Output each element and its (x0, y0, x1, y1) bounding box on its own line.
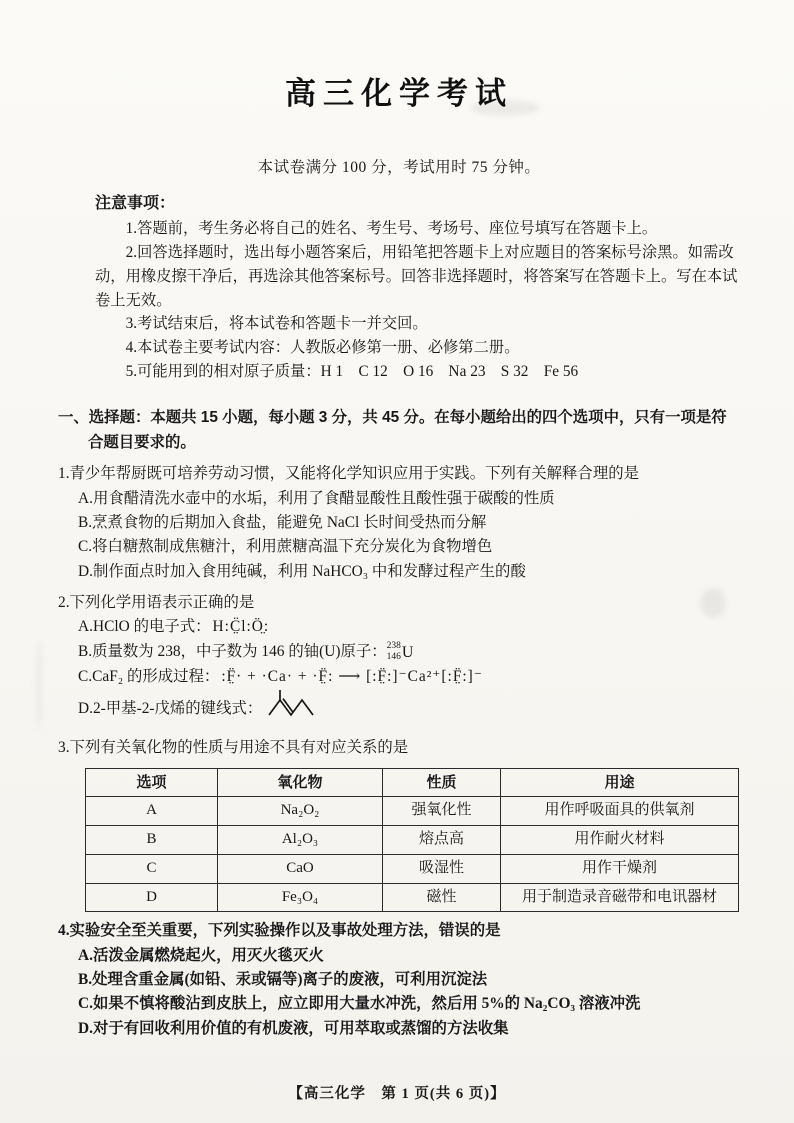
table-row (86, 883, 739, 912)
table-row (86, 797, 739, 826)
page-content (58, 0, 740, 1041)
question-1 (58, 462, 740, 584)
question-3 (58, 736, 740, 912)
col-header: 氧化物 (218, 768, 383, 797)
notice-section (95, 192, 740, 384)
question-2 (58, 591, 740, 730)
question-2-option-a (78, 615, 740, 639)
table-row (86, 826, 739, 855)
nuclide-numbers (387, 641, 401, 663)
question-2-option-c (78, 665, 740, 689)
mass-number: 238 (386, 641, 401, 652)
question-2-stem: 2.下列化学用语表示正确的是 (58, 593, 255, 611)
option-b-label: B.质量数为 238，中子数为 146 的铀(U)原子： (78, 643, 387, 661)
question-2-option-d (78, 689, 740, 729)
skeletal-formula-icon (266, 689, 320, 721)
table-header-row (86, 768, 739, 797)
cell-use: 用作干燥剂 (501, 854, 739, 883)
question-4 (58, 919, 740, 1041)
question-4-stem: 4.实验安全至关重要，下列实验操作以及事故处理方法，错误的是 (58, 922, 501, 940)
question-1-option-a: A.用食醋清洗水壶中的水垢，利用了食醋显酸性且酸性强于碳酸的性质 (78, 489, 555, 507)
cell-oxide: Na₂O₂ (218, 797, 383, 826)
cell-oxide: Al₂O₃ (218, 826, 383, 855)
proton-number: 146 (386, 652, 401, 663)
scan-streak (36, 640, 42, 730)
question-4-option-d: D.对于有回收利用价值的有机废液，可用萃取或蒸馏的方法收集 (78, 1019, 509, 1037)
electron-formula-hclo: H:C̤̈l:Ö̤: (212, 618, 270, 636)
col-header: 选项 (86, 768, 218, 797)
question-4-option-b: B.处理含重金属(如铅、汞或镉等)离子的废液，可利用沉淀法 (78, 970, 488, 988)
col-header: 性质 (383, 768, 501, 797)
question-4-option-c: C.如果不慎将酸沾到皮肤上，应立即用大量水冲洗，然后用 5%的 Na₂CO₃ 溶液冲洗 (78, 995, 641, 1013)
cell-option: B (86, 826, 218, 855)
cell-oxide: Fe₃O₄ (218, 883, 383, 912)
table-row (86, 854, 739, 883)
question-3-stem: 3.下列有关氧化物的性质与用途不具有对应关系的是 (58, 739, 409, 757)
electron-formula-caf2: :F̤̈· + ·Ca· + ·F̤̈: ⟶ [:F̤̈:]⁻Ca²⁺[:F̤̈:]⁻ (221, 667, 483, 685)
cell-property: 熔点高 (383, 826, 501, 855)
notice-item: 5.可能用到的相对原子质量：H 1 C 12 O 16 Na 23 S 32 Fe 56 (125, 363, 579, 381)
notice-item: 4.本试卷主要考试内容：人教版必修第一册、必修第二册。 (125, 339, 520, 357)
option-d-label: D.2-甲基-2-戊烯的键线式： (78, 700, 263, 718)
option-a-label: A.HClO 的电子式： (78, 618, 211, 636)
notice-heading: 注意事项： (95, 195, 176, 212)
notice-item: 2.回答选择题时，选出每小题答案后，用铅笔把答题卡上对应题目的答案标号涂黑。如需改动，用橡皮擦干净后，再选涂其他答案标号。回答非选择题时，将答案写在答题卡上。写在本试卷上无效。 (95, 243, 738, 309)
notice-item: 1.答题前，考生务必将自己的姓名、考生号、考场号、座位号填写在答题卡上。 (125, 219, 658, 237)
question-4-option-a: A.活泼金属燃烧起火，用灭火毯灭火 (78, 946, 324, 964)
cell-oxide: CaO (218, 854, 383, 883)
cell-option: C (86, 854, 218, 883)
cell-property: 磁性 (383, 883, 501, 912)
page-title: 高三化学考试 (285, 76, 513, 111)
cell-use: 用作耐火材料 (501, 826, 739, 855)
exam-info: 本试卷满分 100 分，考试用时 75 分钟。 (257, 159, 541, 176)
col-header: 用途 (501, 768, 739, 797)
page-footer: 【高三化学 第 1 页(共 6 页)】 (288, 1086, 506, 1102)
cell-use: 用于制造录音磁带和电讯器材 (501, 883, 739, 912)
oxide-table (85, 768, 739, 912)
cell-property: 吸湿性 (383, 854, 501, 883)
question-1-option-b: B.烹煮食物的后期加入食盐，能避免 NaCl 长时间受热而分解 (78, 513, 487, 531)
cell-option: A (86, 797, 218, 826)
cell-option: D (86, 883, 218, 912)
cell-property: 强氧化性 (383, 797, 501, 826)
question-1-option-d: D.制作面点时加入食用纯碱，利用 NaHCO₃ 中和发酵过程产生的酸 (78, 562, 526, 580)
section-heading: 一、选择题：本题共 15 小题，每小题 3 分，共 45 分。在每小题给出的四个选项中，只有一项是符合题目要求的。 (58, 408, 727, 451)
notice-item: 3.考试结束后，将本试卷和答题卡一并交回。 (125, 315, 428, 333)
bond-line-structure (266, 689, 320, 729)
cell-use: 用作呼吸面具的供氧剂 (501, 797, 739, 826)
element-symbol: U (401, 643, 414, 661)
question-1-option-c: C.将白糖熬制成焦糖汁，利用蔗糖高温下充分炭化为食物增色 (78, 538, 493, 556)
option-c-label: C.CaF₂ 的形成过程： (78, 667, 220, 685)
question-2-option-b (78, 640, 740, 665)
question-1-stem: 1.青少年帮厨既可培养劳动习惯，又能将化学知识应用于实践。下列有关解释合理的是 (58, 465, 639, 483)
nuclide-notation (387, 640, 414, 665)
